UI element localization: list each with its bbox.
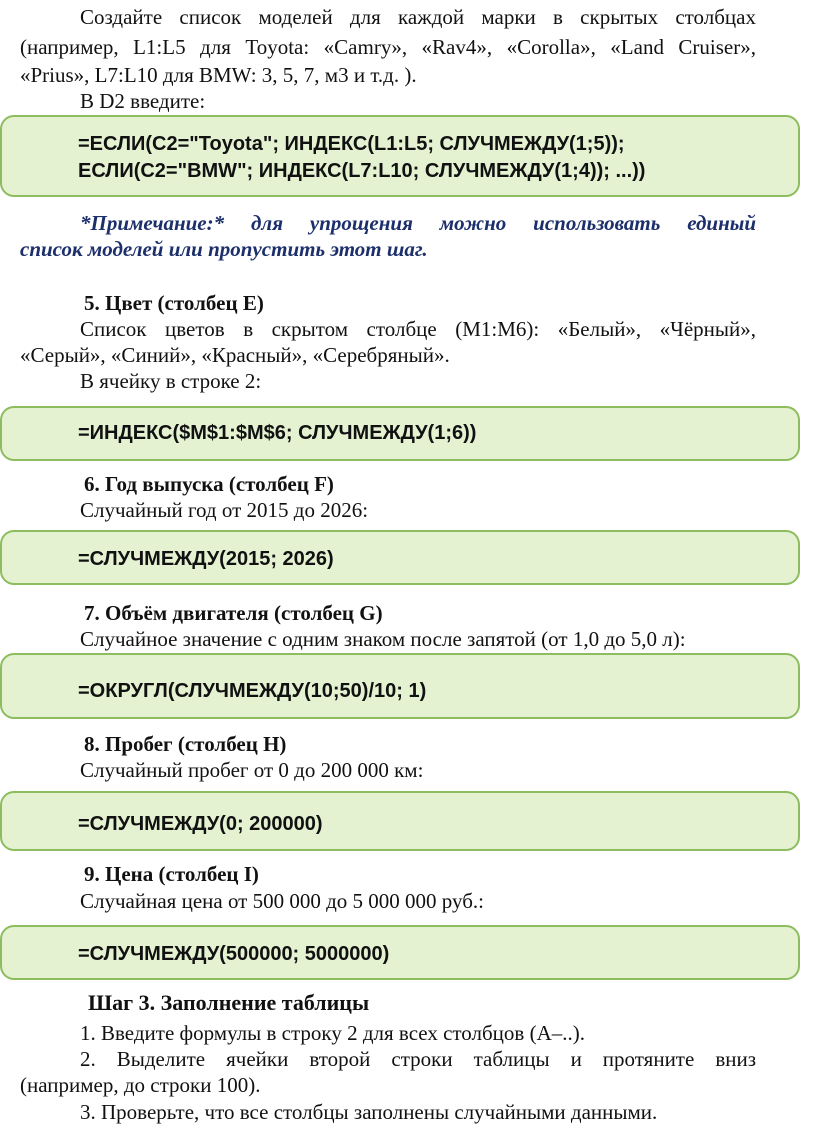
note-line-2: список моделей или пропустить этот шаг. — [20, 237, 428, 261]
section-7-heading: 7. Объём двигателя (столбец G) — [84, 601, 383, 625]
formula-color: =ИНДЕКС($M$1:$M$6; СЛУЧМЕЖДУ(1;6)) — [78, 422, 477, 444]
formula-engine: =ОКРУГЛ(СЛУЧМЕЖДУ(10;50)/10; 1) — [78, 680, 427, 702]
formula-d2-line-2: ЕСЛИ(C2="BMW"; ИНДЕКС(L7:L10; СЛУЧМЕЖДУ(1;4)); ...)) — [78, 160, 646, 182]
section-5-line-1: Список цветов в скрытом столбце (M1:M6): «Белый», «Чёрный», — [80, 317, 756, 341]
step-3-heading: Шаг 3. Заполнение таблицы — [88, 990, 370, 1015]
section-8-text: Случайный пробег от 0 до 200 000 км: — [80, 758, 424, 782]
formula-price: =СЛУЧМЕЖДУ(500000; 5000000) — [78, 943, 390, 965]
section-6-text: Случайный год от 2015 до 2026: — [80, 498, 369, 522]
step-3-item-2-line-1: 2. Выделите ячейки второй строки таблицы и протяните вниз — [80, 1047, 756, 1071]
intro-line-4: В D2 введите: — [80, 89, 206, 113]
section-5-heading: 5. Цвет (столбец E) — [84, 291, 264, 315]
step-3-item-2-line-2: (например, до строки 100). — [20, 1073, 261, 1097]
section-5-line-2: «Серый», «Синий», «Красный», «Серебряный». — [20, 343, 450, 367]
note-line-1: *Примечание:* для упрощения можно использовать единый — [80, 211, 756, 235]
step-3-item-1: 1. Введите формулы в строку 2 для всех столбцов (A–..). — [80, 1021, 585, 1045]
section-6-heading: 6. Год выпуска (столбец F) — [84, 472, 334, 496]
intro-line-1: Создайте список моделей для каждой марки в скрытых столбцах — [80, 5, 756, 29]
section-5-line-3: В ячейку в строке 2: — [80, 369, 262, 393]
formula-year: =СЛУЧМЕЖДУ(2015; 2026) — [78, 548, 334, 570]
intro-line-3: «Prius», L7:L10 для BMW: 3, 5, 7, м3 и т.д. ). — [20, 63, 417, 87]
intro-line-2: (например, L1:L5 для Toyota: «Camry», «Rav4», «Corolla», «Land Cruiser», — [20, 35, 756, 59]
section-9-text: Случайная цена от 500 000 до 5 000 000 руб.: — [80, 889, 484, 913]
section-9-heading: 9. Цена (столбец I) — [84, 862, 259, 886]
formula-mileage: =СЛУЧМЕЖДУ(0; 200000) — [78, 813, 323, 835]
section-7-text: Случайное значение с одним знаком после запятой (от 1,0 до 5,0 л): — [80, 627, 686, 651]
formula-d2-line-1: =ЕСЛИ(C2="Toyota"; ИНДЕКС(L1:L5; СЛУЧМЕЖДУ(1;5)); — [78, 133, 625, 155]
step-3-item-3: 3. Проверьте, что все столбцы заполнены случайными данными. — [80, 1100, 658, 1124]
section-8-heading: 8. Пробег (столбец H) — [84, 732, 287, 756]
